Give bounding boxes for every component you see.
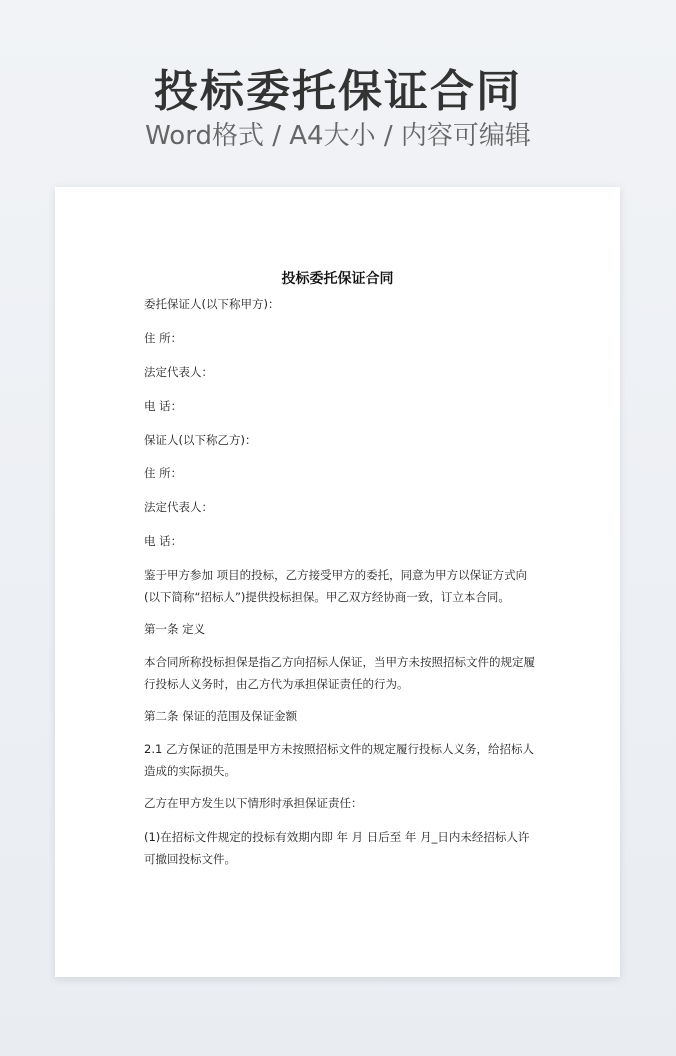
banner-title: 投标委托保证合同	[154, 66, 522, 117]
principal-representative: 法定代表人：	[144, 365, 213, 379]
liability-intro: 乙方在甲方发生以下情形时承担保证责任：	[144, 796, 363, 810]
document-title: 投标委托保证合同	[281, 271, 394, 287]
article-1-heading: 第一条 定义	[144, 622, 206, 636]
article-2-heading: 第二条 保证的范围及保证金额	[144, 709, 298, 723]
banner-subtitle: Word格式 / A4大小 / 内容可编辑	[145, 121, 531, 151]
guarantor-label: 保证人(以下称乙方)：	[144, 433, 257, 447]
preamble-paragraph: 鉴于甲方参加 项目的投标，乙方接受甲方的委托，同意为甲方以保证方式向 (以下简称“招标人”)提供投标担保。甲乙双方经协商一致，订立本合同。	[144, 568, 528, 604]
document-page	[55, 187, 620, 977]
guarantor-address: 住 所：	[144, 466, 183, 480]
liability-item-1: (1)在招标文件规定的投标有效期内即 年 月 日后至 年 月_日内未经招标人许可撤回投标文件。	[144, 830, 530, 866]
guarantor-representative: 法定代表人：	[144, 500, 213, 514]
principal-address: 住 所：	[144, 331, 183, 345]
clause-2-1: 2.1 乙方保证的范围是甲方未按照招标文件的规定履行投标人义务，给招标人造成的实际损失。	[144, 742, 534, 778]
principal-phone: 电 话：	[144, 399, 183, 413]
principal-label: 委托保证人(以下称甲方)：	[144, 297, 280, 311]
article-1-body: 本合同所称投标担保是指乙方向招标人保证，当甲方未按照招标文件的规定履行投标人义务时，由乙方代为承担保证责任的行为。	[144, 655, 535, 691]
guarantor-phone: 电 话：	[144, 534, 183, 548]
